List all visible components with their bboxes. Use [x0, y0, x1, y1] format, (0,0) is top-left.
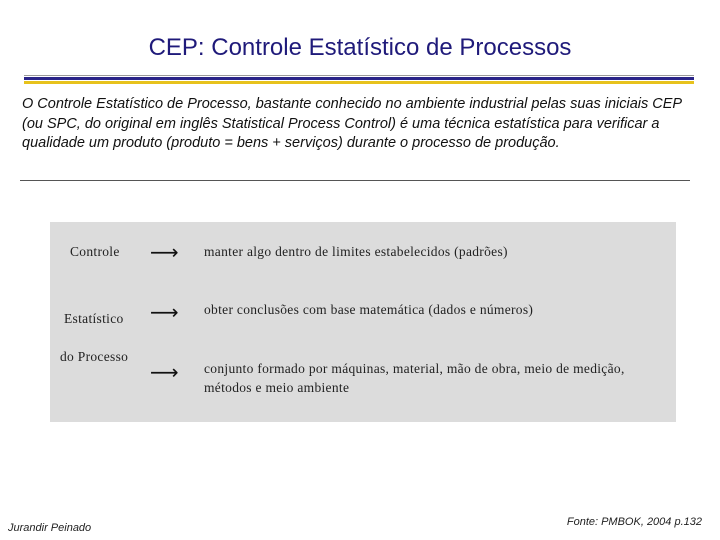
- arrow-right-icon: ⟶: [150, 300, 179, 324]
- definition-term-processo: do Processo: [60, 349, 129, 364]
- definition-term-estatistico: Estatístico: [64, 311, 124, 326]
- arrow-right-icon: ⟶: [150, 240, 179, 264]
- definitions-box: [50, 222, 676, 422]
- title-rule-blue: [24, 77, 694, 80]
- definition-term-controle: Controle: [70, 244, 120, 259]
- intro-paragraph: O Controle Estatístico de Processo, bastante conhecido no ambiente industrial pelas suas iniciais CEP (ou SPC, do original em inglês Statistical Process Control) é uma técnica estatística para verificar a qualidade um produto (produto = bens + serviços) durante o processo de produção.: [22, 96, 682, 151]
- definition-description-estatistico: obter conclusões com base matemática (dados e números): [204, 302, 534, 317]
- intro-underline: [20, 180, 690, 181]
- footer-source: Fonte: PMBOK, 2004 p.132: [566, 516, 702, 528]
- title-rule-gray: [24, 75, 694, 76]
- arrow-right-icon: ⟶: [150, 360, 179, 384]
- footer-author: Jurandir Peinado: [8, 522, 92, 534]
- slide-title: CEP: Controle Estatístico de Processos: [148, 34, 572, 61]
- title-rule-gold: [24, 81, 694, 84]
- definition-description-controle: manter algo dentro de limites estabelecidos (padrões): [204, 244, 508, 259]
- definition-description-processo: conjunto formado por máquinas, material, mão de obra, meio de medição, métodos e meio ambiente: [204, 361, 625, 395]
